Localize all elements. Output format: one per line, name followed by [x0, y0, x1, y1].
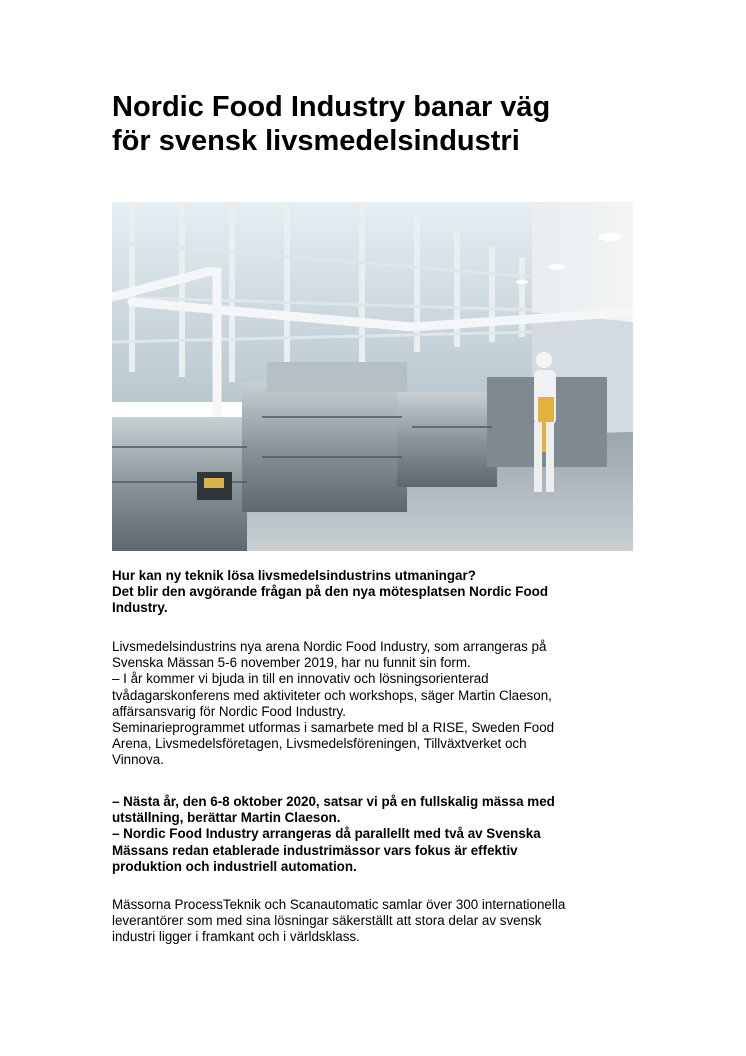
text-line: Mässans redan etablerade industrimässor vars fokus är effektiv	[112, 842, 518, 858]
industrial-bakery-photo	[112, 202, 633, 551]
text-line: Industry.	[112, 600, 168, 616]
paragraph-intro	[112, 639, 634, 769]
text-line: industri ligger i framkant och i världsklass.	[112, 929, 360, 945]
text-line: produktion och industriell automation.	[112, 858, 357, 874]
article-title	[112, 90, 634, 158]
title-line: för svensk livsmedelsindustri	[112, 125, 520, 157]
text-line: tvådagarskonferens med aktiviteter och workshops, säger Martin Claeson,	[112, 687, 552, 703]
text-line: Seminarieprogrammet utformas i samarbete med bl a RISE, Sweden Food	[112, 720, 555, 736]
paragraph-exhibitors	[112, 897, 634, 946]
text-line: – Nästa år, den 6-8 oktober 2020, satsar vi på en fullskalig mässa med	[112, 794, 555, 809]
text-line: Svenska Mässan 5-6 november 2019, har nu funnit sin form.	[112, 655, 471, 671]
text-line: – Nordic Food Industry arrangeras då parallellt med två av Svenska	[112, 826, 541, 842]
text-line: utställning, berättar Martin Claeson.	[112, 810, 341, 826]
text-line: Livsmedelsindustrins nya arena Nordic Food Industry, som arrangeras på	[112, 639, 547, 654]
text-line: Hur kan ny teknik lösa livsmedelsindustrins utmaningar?	[112, 568, 476, 583]
paragraph-announcement	[112, 794, 634, 875]
text-line: – I år kommer vi bjuda in till en innovativ och lösningsorienterad	[112, 671, 489, 687]
text-line: leverantörer som med sina lösningar säkerställt att stora delar av svensk	[112, 913, 542, 929]
title-line: Nordic Food Industry banar väg	[112, 91, 551, 123]
text-line: Arena, Livsmedelsföretagen, Livsmedelsföreningen, Tillväxtverket och	[112, 736, 527, 752]
lead-paragraph	[112, 568, 634, 617]
text-line: Det blir den avgörande frågan på den nya mötesplatsen Nordic Food	[112, 584, 549, 600]
text-line: Mässorna ProcessTeknik och Scanautomatic samlar över 300 internationella	[112, 897, 566, 912]
text-line: Vinnova.	[112, 752, 164, 768]
text-line: affärsansvarig för Nordic Food Industry.	[112, 703, 346, 719]
